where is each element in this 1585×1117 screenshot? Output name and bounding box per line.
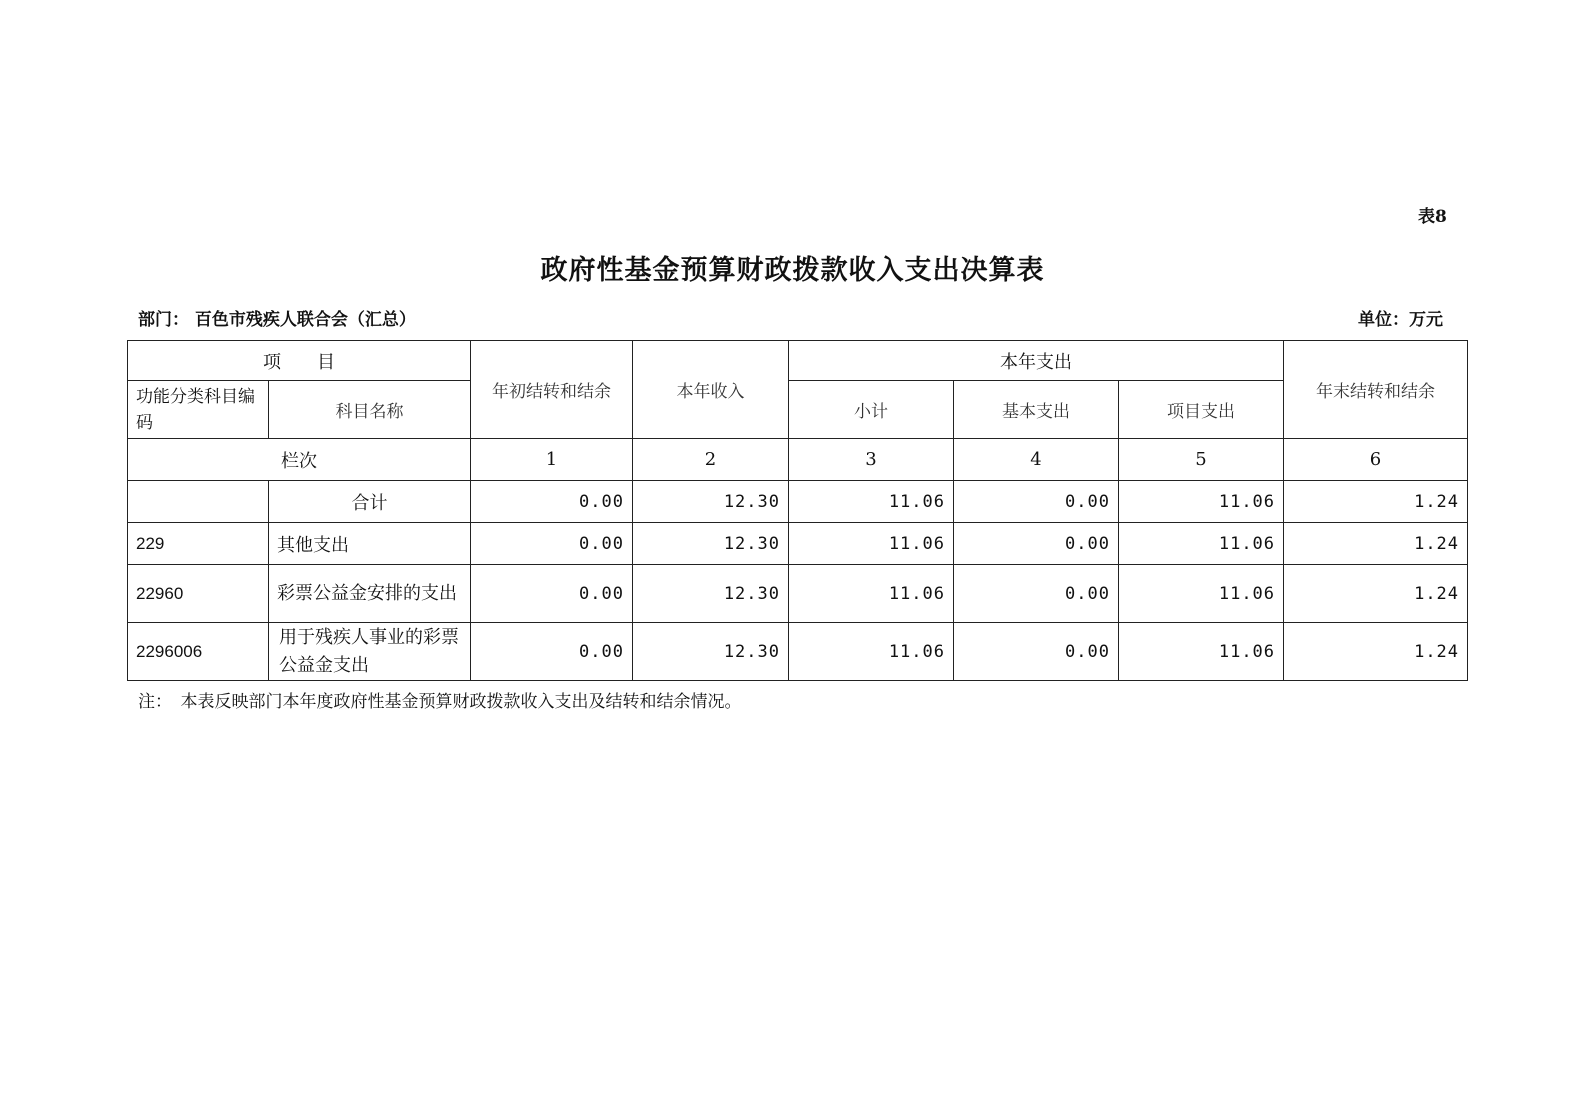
header-basic-expense: 基本支出 [954, 381, 1119, 439]
table-row [128, 565, 1468, 623]
col-number: 1 [471, 439, 633, 481]
budget-table [127, 340, 1468, 681]
row-name: 彩票公益金安排的支出 [269, 565, 471, 623]
row-value: 0.00 [471, 523, 633, 565]
row-value: 0.00 [954, 565, 1119, 623]
row-value: 11.06 [1119, 523, 1284, 565]
row-value: 11.06 [789, 623, 954, 681]
col-number: 2 [633, 439, 789, 481]
row-value: 1.24 [1284, 523, 1468, 565]
row-value: 0.00 [471, 565, 633, 623]
col-number: 5 [1119, 439, 1284, 481]
header-column-index: 栏次 [128, 439, 471, 481]
header-function-code: 功能分类科目编码 [128, 381, 269, 439]
header-subtotal: 小计 [789, 381, 954, 439]
row-code: 22960 [128, 565, 269, 623]
table-number: 表8 [1418, 207, 1447, 227]
header-project-expense: 项目支出 [1119, 381, 1284, 439]
row-name: 其他支出 [269, 523, 471, 565]
col-number: 3 [789, 439, 954, 481]
page-title: 政府性基金预算财政拨款收入支出决算表 [540, 255, 1045, 286]
row-value: 11.06 [1119, 565, 1284, 623]
department-label: 部门： 百色市残疾人联合会（汇总） [138, 310, 416, 330]
row-value: 1.24 [1284, 565, 1468, 623]
table-row [128, 623, 1468, 681]
row-value: 11.06 [789, 565, 954, 623]
row-value: 11.06 [789, 523, 954, 565]
header-subject-name: 科目名称 [269, 381, 471, 439]
row-value: 12.30 [633, 623, 789, 681]
row-value: 11.06 [1119, 623, 1284, 681]
row-value: 11.06 [789, 481, 954, 523]
row-name: 用于残疾人事业的彩票公益金支出 [269, 623, 471, 681]
table-row [128, 481, 1468, 523]
row-value: 12.30 [633, 481, 789, 523]
unit-label: 单位：万元 [1358, 310, 1443, 330]
header-ending-balance: 年末结转和结余 [1284, 341, 1468, 439]
header-item: 项 目 [128, 341, 471, 381]
row-value: 0.00 [471, 481, 633, 523]
row-value: 12.30 [633, 523, 789, 565]
row-code [128, 481, 269, 523]
table-note: 注： 本表反映部门本年度政府性基金预算财政拨款收入支出及结转和结余情况。 [138, 692, 742, 712]
row-value: 0.00 [954, 623, 1119, 681]
header-income: 本年收入 [633, 341, 789, 439]
row-value: 12.30 [633, 565, 789, 623]
row-value: 0.00 [471, 623, 633, 681]
row-code: 229 [128, 523, 269, 565]
table-row [128, 523, 1468, 565]
col-number: 4 [954, 439, 1119, 481]
row-value: 0.00 [954, 523, 1119, 565]
row-name: 合计 [269, 481, 471, 523]
row-value: 1.24 [1284, 623, 1468, 681]
header-expense-group: 本年支出 [789, 341, 1284, 381]
row-value: 11.06 [1119, 481, 1284, 523]
header-opening-balance: 年初结转和结余 [471, 341, 633, 439]
row-value: 0.00 [954, 481, 1119, 523]
col-number: 6 [1284, 439, 1468, 481]
row-code: 2296006 [128, 623, 269, 681]
row-value: 1.24 [1284, 481, 1468, 523]
